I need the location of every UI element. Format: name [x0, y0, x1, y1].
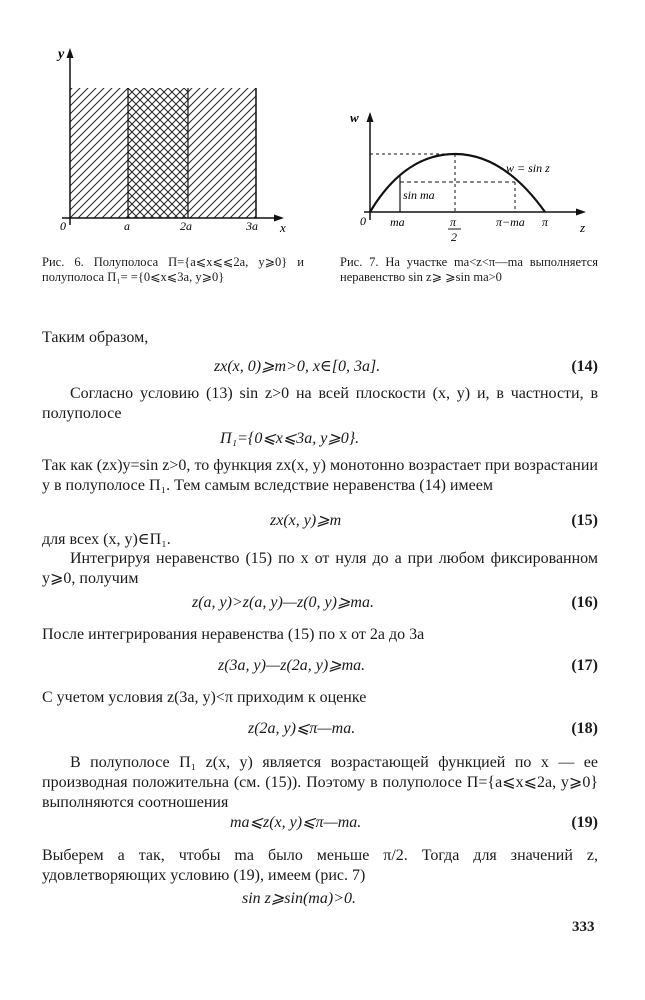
- halfstrip-p: [128, 88, 188, 218]
- paragraph-7: С учетом условия z(3a, y)<π приходим к оценке: [42, 689, 367, 706]
- figure-6: [40, 40, 310, 250]
- tick-2a: 2a: [180, 219, 192, 233]
- tick-pi-2-den: 2: [451, 230, 457, 244]
- equation-p1: [42, 428, 598, 450]
- w-axis-label: w: [350, 110, 359, 125]
- tick-3a: 3a: [246, 219, 258, 233]
- paragraph-4: для всех (x, y)∈П₁.: [42, 531, 171, 548]
- z-axis-label: z: [580, 220, 586, 235]
- tick-0: 0: [60, 219, 66, 233]
- paragraph-2: Согласно условию (13) sin z>0 на всей плоскости (x, y) и, в частности, в полуполосе: [42, 385, 598, 422]
- equation-19-number: (19): [571, 814, 598, 831]
- equation-17: [42, 655, 598, 677]
- equation-15: [42, 510, 598, 532]
- tick-a: a: [124, 219, 130, 233]
- paragraph-1: Таким образом,: [42, 329, 149, 346]
- curve-label: w = sin z: [506, 161, 550, 175]
- page-number: 333: [572, 919, 595, 935]
- sin-ma-label: sin ma: [403, 188, 435, 202]
- figure-7-caption: Рис. 7. На участке ma<z<π—ma выполняется неравенство sin z⩾ ⩾sin ma>0: [340, 255, 598, 284]
- equation-17-formula: z(3a, y)—z(2a, y)⩾ma.: [218, 657, 366, 674]
- paragraph-9: Выберем a так, чтобы ma было меньше π/2. Тогда для значений z, удовлетворяющих условию (19), имеем (рис. 7): [42, 847, 598, 884]
- equation-16: [42, 592, 598, 614]
- paragraph-5: Интегрируя неравенство (15) по x от нуля до a при любом фиксированном y⩾0, получим: [42, 550, 598, 587]
- equation-15-number: (15): [571, 512, 598, 529]
- equation-16-formula: z(a, y)>z(a, y)—z(0, y)⩾ma.: [192, 594, 374, 611]
- y-axis-label: y: [58, 47, 65, 62]
- paragraph-3: Так как (zx)y=sin z>0, то функция zx(x, y) монотонно возрастает при возрастании y в полуполосе П₁. Тем самым вследствие неравенства (14) имеем: [42, 457, 598, 494]
- equation-14-formula: zx(x, 0)⩾m>0, x∈[0, 3a].: [214, 358, 381, 375]
- equation-15-formula: zx(x, y)⩾m: [270, 512, 342, 529]
- figure-7: [340, 100, 600, 250]
- equation-18-number: (18): [571, 720, 598, 737]
- x-axis-label: x: [280, 220, 286, 235]
- tick-pi-minus-ma: π−ma: [496, 215, 525, 229]
- equation-final: [42, 888, 598, 910]
- equation-17-number: (17): [571, 657, 598, 674]
- equation-final-formula: sin z⩾sin(ma)>0.: [242, 890, 356, 907]
- equation-19-formula: ma⩽z(x, y)⩽π—ma.: [230, 814, 362, 831]
- tick-pi-2-num: π: [450, 215, 457, 229]
- equation-14: [42, 356, 598, 378]
- equation-18-formula: z(2a, y)⩽π—ma.: [248, 720, 356, 737]
- figure-6-caption: Рис. 6. Полуполоса П={a⩽x⩽⩽2a, y⩾0} и полуполоса П₁= ={0⩽x⩽3a, y⩾0}: [42, 255, 304, 284]
- equation-16-number: (16): [571, 594, 598, 611]
- origin-label: 0: [360, 214, 366, 228]
- tick-ma: ma: [390, 215, 405, 229]
- tick-pi: π: [542, 215, 549, 229]
- equation-14-number: (14): [571, 358, 598, 375]
- equation-19: [42, 812, 598, 834]
- paragraph-8: В полуполосе П₁ z(x, y) является возрастающей функцией по x — ее производная положительна (см. (15)). Поэтому в полуполосе П={a⩽x⩽2a, y⩾0} выполняются соотношения: [42, 754, 598, 811]
- equation-p1-formula: П₁={0⩽x⩽3a, y⩾0}.: [220, 430, 360, 447]
- equation-18: [42, 718, 598, 740]
- paragraph-6: После интегрирования неравенства (15) по x от 2a до 3a: [42, 626, 425, 643]
